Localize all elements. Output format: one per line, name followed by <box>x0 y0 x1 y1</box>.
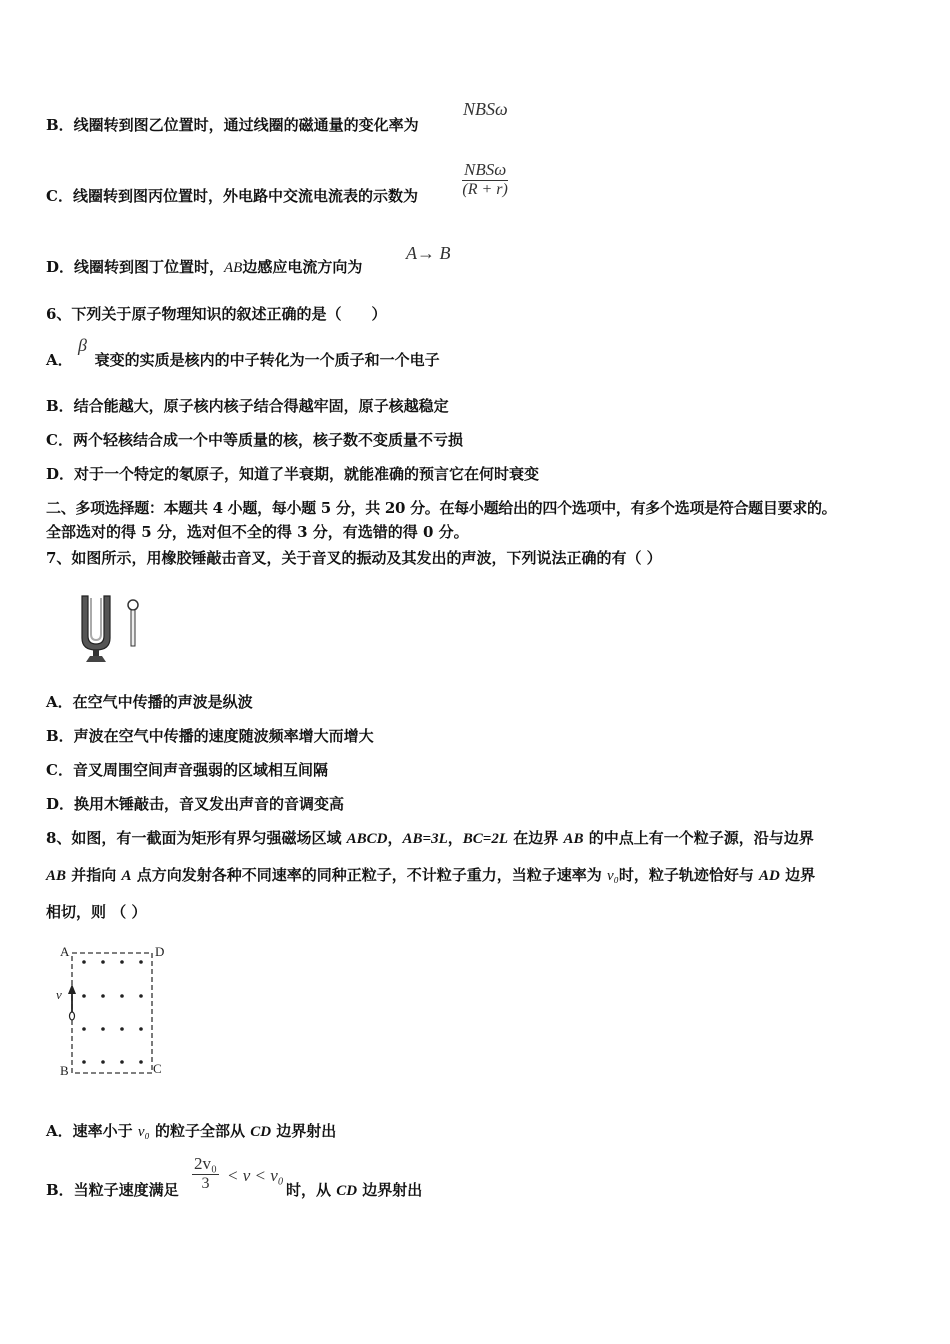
q5-option-d-text-pre: D．线圈转到图丁位置时， <box>46 258 225 276</box>
section2-heading <box>46 496 916 544</box>
q8-b-post: 边界射出 <box>357 1181 423 1199</box>
q8-b-pre: B．当粒子速度满足 <box>46 1181 179 1199</box>
q5-option-b-text: B．线圈转到图乙位置时，通过线圈的磁通量的变化率为 <box>46 116 419 134</box>
q7-option-d: D．换用木锤敲击，音叉发出声音的音调变高 <box>46 795 345 813</box>
q8-l1-sep2: ， <box>447 829 463 847</box>
q8-l2-ab: AB <box>46 868 67 884</box>
q5-option-d-math: A→ B <box>406 243 451 263</box>
label-A: A <box>60 944 70 959</box>
q5-option-d <box>46 257 362 278</box>
q8-a-post: 边界射出 <box>271 1122 337 1140</box>
q5-option-c-denominator: (R + r) <box>462 181 508 198</box>
q7-option-b: B．声波在空气中传播的速度随波频率增大而增大 <box>46 727 374 745</box>
q8-l1-post: 的中点上有一个粒子源，沿与边界 <box>583 829 814 847</box>
q6-option-a-text: 衰变的实质是核内的中子转化为一个质子和一个电子 <box>94 351 440 369</box>
q6-beta-symbol: β <box>78 335 87 355</box>
q8-l1-abcd: ABCD <box>346 831 388 847</box>
section2-line2: 全部选对的得 5 分，选对但不全的得 3 分，有选错的得 0 分。 <box>46 523 469 541</box>
q8-l2-AD: AD <box>759 868 780 884</box>
q5-option-b <box>46 115 419 135</box>
q8-l1-sep1: ， <box>387 829 403 847</box>
label-B: B <box>60 1063 69 1078</box>
q8-a-cd: CD <box>250 1124 272 1140</box>
q8-l1-pre: 8、如图，有一截面为矩形有界匀强磁场区域 <box>46 829 347 847</box>
q8-stem-line3: 相切，则 （ ） <box>46 903 147 921</box>
q5-option-d-ab: AB <box>224 260 243 276</box>
q8-b-mid: 时，从 <box>286 1181 337 1199</box>
magnetic-field-figure <box>50 938 180 1083</box>
q5-option-b-math: NBSω <box>463 99 508 119</box>
q8-b-cd: CD <box>336 1183 358 1199</box>
q8-l2-c: 时，粒子轨迹恰好与 <box>618 866 760 884</box>
label-C: C <box>153 1061 162 1076</box>
q8-option-b <box>46 1180 179 1200</box>
q7-option-c: C．音叉周围空间声音强弱的区域相互间隔 <box>46 761 328 779</box>
q6-option-b: B．结合能越大，原子核内核子结合得越牢固，原子核越稳定 <box>46 397 449 415</box>
q8-l2-b: 点方向发射各种不同速率的同种正粒子，不计粒子重力，当粒子速率为 <box>131 866 607 884</box>
q8-l2-d: 边界 <box>779 866 816 884</box>
q6-option-a <box>46 350 440 370</box>
q5-option-c-fraction <box>462 160 508 199</box>
q8-stem-line1 <box>46 828 814 849</box>
q6-option-a-label: A． <box>46 351 73 369</box>
q6-option-d: D．对于一个特定的氡原子，知道了半衰期，就能准确的预言它在何时衰变 <box>46 465 540 483</box>
q8-a-v0: v₀ <box>137 1124 150 1140</box>
q5-option-c <box>46 186 418 206</box>
field-dots <box>82 960 143 1064</box>
q8-l2-v0: v₀ <box>606 868 619 884</box>
q8-l2-a: 并指向 <box>66 866 122 884</box>
particle-source <box>68 984 76 1020</box>
q5-option-d-text-post: 边感应电流方向为 <box>242 258 363 276</box>
q8-a-mid: 的粒子全部从 <box>149 1122 251 1140</box>
q8-l1-ab: AB <box>563 831 584 847</box>
q5-option-c-numerator: NBSω <box>464 160 507 179</box>
q7-option-a: A．在空气中传播的声波是纵波 <box>46 693 253 711</box>
q8-option-b-tail <box>286 1180 422 1201</box>
q8-l1-ab3l: AB=3L <box>402 831 448 847</box>
q8-b-denominator: 3 <box>201 1175 210 1192</box>
q8-stem-line2 <box>46 865 815 886</box>
rubber-mallet <box>128 600 138 646</box>
q8-a-pre: A．速率小于 <box>46 1122 138 1140</box>
q8-l1-bc2l: BC=2L <box>462 831 509 847</box>
q8-option-b-inequality: < v < v₀ <box>227 1166 284 1185</box>
tuning-fork-figure <box>72 588 152 668</box>
q8-l2-A: A <box>121 868 132 884</box>
q8-l1-mid: 在边界 <box>508 829 564 847</box>
q8-option-a <box>46 1121 336 1142</box>
q8-option-b-fraction <box>192 1154 219 1193</box>
q6-stem: 6、下列关于原子物理知识的叙述正确的是（ ） <box>46 305 387 323</box>
field-boundary <box>72 953 152 1073</box>
label-v: v <box>56 987 62 1002</box>
q6-option-c: C．两个轻核结合成一个中等质量的核，核子数不变质量不亏损 <box>46 431 463 449</box>
q7-stem: 7、如图所示，用橡胶锤敲击音叉，关于音叉的振动及其发出的声波，下列说法正确的有（ ） <box>46 549 662 567</box>
label-D: D <box>155 944 165 959</box>
q8-b-numerator: 2v₀ <box>194 1154 217 1173</box>
tuning-fork <box>82 596 110 662</box>
section2-line1: 二、多项选择题：本题共 4 小题，每小题 5 分，共 20 分。在每小题给出的四个选项中，有多个选项是符合题目要求的。 <box>46 499 837 517</box>
q5-option-c-text: C．线圈转到图丙位置时，外电路中交流电流表的示数为 <box>46 187 418 205</box>
